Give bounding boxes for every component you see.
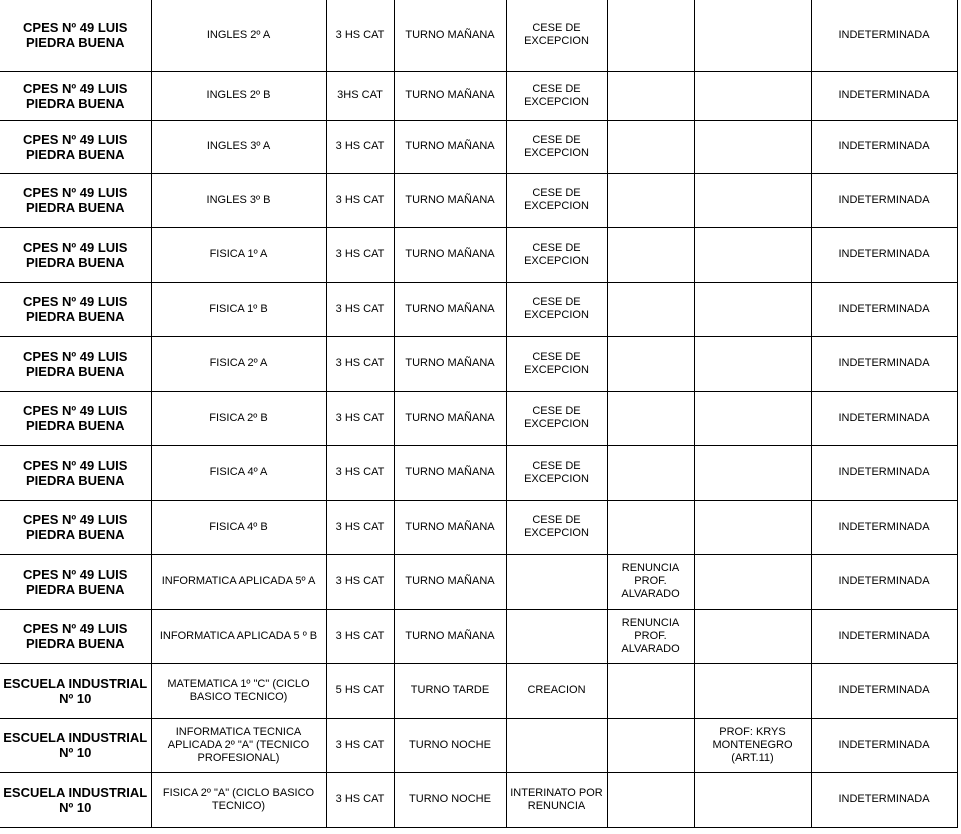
- note-cell: [694, 500, 811, 554]
- school-cell: CPES Nº 49 LUIS PIEDRA BUENA: [0, 391, 151, 445]
- subject-cell: INGLES 3º A: [151, 120, 326, 173]
- table-row: [0, 554, 957, 609]
- duration-cell: INDETERMINADA: [811, 282, 957, 336]
- subject-cell: FISICA 4º A: [151, 445, 326, 500]
- duration-cell: INDETERMINADA: [811, 500, 957, 554]
- cause-cell: CESE DE EXCEPCION: [506, 336, 607, 391]
- duration-cell: INDETERMINADA: [811, 554, 957, 609]
- detail-cell: [607, 120, 694, 173]
- duration-cell: INDETERMINADA: [811, 718, 957, 772]
- school-cell: ESCUELA INDUSTRIAL Nº 10: [0, 663, 151, 718]
- note-cell: [694, 173, 811, 227]
- note-cell: [694, 282, 811, 336]
- table-row: [0, 282, 957, 336]
- shift-cell: TURNO TARDE: [394, 663, 506, 718]
- school-cell: CPES Nº 49 LUIS PIEDRA BUENA: [0, 500, 151, 554]
- shift-cell: TURNO MAÑANA: [394, 445, 506, 500]
- duration-cell: INDETERMINADA: [811, 71, 957, 120]
- detail-cell: [607, 718, 694, 772]
- shift-cell: TURNO NOCHE: [394, 772, 506, 827]
- table-row: [0, 445, 957, 500]
- hours-cell: 3 HS CAT: [326, 227, 394, 282]
- table-row: [0, 772, 957, 827]
- school-cell: CPES Nº 49 LUIS PIEDRA BUENA: [0, 609, 151, 663]
- note-cell: [694, 609, 811, 663]
- shift-cell: TURNO MAÑANA: [394, 391, 506, 445]
- table-row: [0, 718, 957, 772]
- note-cell: [694, 772, 811, 827]
- shift-cell: TURNO MAÑANA: [394, 0, 506, 71]
- school-cell: CPES Nº 49 LUIS PIEDRA BUENA: [0, 71, 151, 120]
- duration-cell: INDETERMINADA: [811, 772, 957, 827]
- note-cell: [694, 336, 811, 391]
- school-cell: CPES Nº 49 LUIS PIEDRA BUENA: [0, 173, 151, 227]
- table-row: [0, 336, 957, 391]
- cause-cell: [506, 609, 607, 663]
- table-row: [0, 120, 957, 173]
- detail-cell: [607, 772, 694, 827]
- cause-cell: CESE DE EXCEPCION: [506, 0, 607, 71]
- hours-cell: 3 HS CAT: [326, 0, 394, 71]
- detail-cell: [607, 663, 694, 718]
- detail-cell: [607, 445, 694, 500]
- note-cell: [694, 71, 811, 120]
- cause-cell: CESE DE EXCEPCION: [506, 71, 607, 120]
- subject-cell: INFORMATICA TECNICA APLICADA 2º "A" (TECNICO PROFESIONAL): [151, 718, 326, 772]
- detail-cell: [607, 227, 694, 282]
- duration-cell: INDETERMINADA: [811, 445, 957, 500]
- table-row: [0, 500, 957, 554]
- shift-cell: TURNO MAÑANA: [394, 500, 506, 554]
- shift-cell: TURNO NOCHE: [394, 718, 506, 772]
- table-row: [0, 173, 957, 227]
- note-cell: [694, 663, 811, 718]
- cause-cell: INTERINATO POR RENUNCIA: [506, 772, 607, 827]
- note-cell: [694, 445, 811, 500]
- subject-cell: FISICA 2º A: [151, 336, 326, 391]
- note-cell: PROF: KRYS MONTENEGRO (ART.11): [694, 718, 811, 772]
- subject-cell: INGLES 2º A: [151, 0, 326, 71]
- cause-cell: [506, 554, 607, 609]
- table-row: [0, 609, 957, 663]
- shift-cell: TURNO MAÑANA: [394, 336, 506, 391]
- note-cell: [694, 554, 811, 609]
- hours-cell: 3 HS CAT: [326, 500, 394, 554]
- hours-cell: 5 HS CAT: [326, 663, 394, 718]
- subject-cell: INFORMATICA APLICADA 5º A: [151, 554, 326, 609]
- hours-cell: 3 HS CAT: [326, 609, 394, 663]
- duration-cell: INDETERMINADA: [811, 227, 957, 282]
- school-cell: CPES Nº 49 LUIS PIEDRA BUENA: [0, 282, 151, 336]
- note-cell: [694, 227, 811, 282]
- school-cell: CPES Nº 49 LUIS PIEDRA BUENA: [0, 227, 151, 282]
- shift-cell: TURNO MAÑANA: [394, 282, 506, 336]
- hours-cell: 3 HS CAT: [326, 173, 394, 227]
- table-row: [0, 391, 957, 445]
- school-cell: ESCUELA INDUSTRIAL Nº 10: [0, 772, 151, 827]
- subject-cell: MATEMATICA 1º "C" (CICLO BASICO TECNICO): [151, 663, 326, 718]
- shift-cell: TURNO MAÑANA: [394, 71, 506, 120]
- duration-cell: INDETERMINADA: [811, 0, 957, 71]
- cause-cell: CESE DE EXCEPCION: [506, 173, 607, 227]
- cause-cell: CESE DE EXCEPCION: [506, 391, 607, 445]
- school-cell: CPES Nº 49 LUIS PIEDRA BUENA: [0, 554, 151, 609]
- shift-cell: TURNO MAÑANA: [394, 554, 506, 609]
- school-cell: ESCUELA INDUSTRIAL Nº 10: [0, 718, 151, 772]
- note-cell: [694, 391, 811, 445]
- note-cell: [694, 120, 811, 173]
- cause-cell: CREACION: [506, 663, 607, 718]
- subject-cell: FISICA 4º B: [151, 500, 326, 554]
- cause-cell: CESE DE EXCEPCION: [506, 500, 607, 554]
- shift-cell: TURNO MAÑANA: [394, 227, 506, 282]
- shift-cell: TURNO MAÑANA: [394, 173, 506, 227]
- cause-cell: CESE DE EXCEPCION: [506, 227, 607, 282]
- duration-cell: INDETERMINADA: [811, 391, 957, 445]
- hours-cell: 3HS CAT: [326, 71, 394, 120]
- detail-cell: [607, 71, 694, 120]
- hours-cell: 3 HS CAT: [326, 120, 394, 173]
- duration-cell: INDETERMINADA: [811, 120, 957, 173]
- subject-cell: FISICA 1º A: [151, 227, 326, 282]
- hours-cell: 3 HS CAT: [326, 336, 394, 391]
- school-cell: CPES Nº 49 LUIS PIEDRA BUENA: [0, 0, 151, 71]
- subject-cell: FISICA 1º B: [151, 282, 326, 336]
- duration-cell: INDETERMINADA: [811, 663, 957, 718]
- cause-cell: [506, 718, 607, 772]
- duration-cell: INDETERMINADA: [811, 336, 957, 391]
- subject-cell: INFORMATICA APLICADA 5 º B: [151, 609, 326, 663]
- subject-cell: INGLES 3º B: [151, 173, 326, 227]
- detail-cell: RENUNCIA PROF. ALVARADO: [607, 554, 694, 609]
- subject-cell: FISICA 2º B: [151, 391, 326, 445]
- hours-cell: 3 HS CAT: [326, 772, 394, 827]
- hours-cell: 3 HS CAT: [326, 445, 394, 500]
- duration-cell: INDETERMINADA: [811, 609, 957, 663]
- table-row: [0, 0, 957, 71]
- hours-cell: 3 HS CAT: [326, 718, 394, 772]
- subject-cell: INGLES 2º B: [151, 71, 326, 120]
- table-row: [0, 663, 957, 718]
- subject-cell: FISICA 2º "A" (CICLO BASICO TECNICO): [151, 772, 326, 827]
- detail-cell: [607, 336, 694, 391]
- hours-cell: 3 HS CAT: [326, 282, 394, 336]
- detail-cell: [607, 0, 694, 71]
- cause-cell: CESE DE EXCEPCION: [506, 120, 607, 173]
- shift-cell: TURNO MAÑANA: [394, 120, 506, 173]
- table-row: [0, 227, 957, 282]
- detail-cell: [607, 173, 694, 227]
- duration-cell: INDETERMINADA: [811, 173, 957, 227]
- detail-cell: [607, 282, 694, 336]
- detail-cell: [607, 500, 694, 554]
- shift-cell: TURNO MAÑANA: [394, 609, 506, 663]
- table-row: [0, 71, 957, 120]
- detail-cell: RENUNCIA PROF. ALVARADO: [607, 609, 694, 663]
- school-cell: CPES Nº 49 LUIS PIEDRA BUENA: [0, 445, 151, 500]
- school-cell: CPES Nº 49 LUIS PIEDRA BUENA: [0, 336, 151, 391]
- note-cell: [694, 0, 811, 71]
- hours-cell: 3 HS CAT: [326, 391, 394, 445]
- detail-cell: [607, 391, 694, 445]
- cause-cell: CESE DE EXCEPCION: [506, 445, 607, 500]
- hours-cell: 3 HS CAT: [326, 554, 394, 609]
- school-cell: CPES Nº 49 LUIS PIEDRA BUENA: [0, 120, 151, 173]
- cause-cell: CESE DE EXCEPCION: [506, 282, 607, 336]
